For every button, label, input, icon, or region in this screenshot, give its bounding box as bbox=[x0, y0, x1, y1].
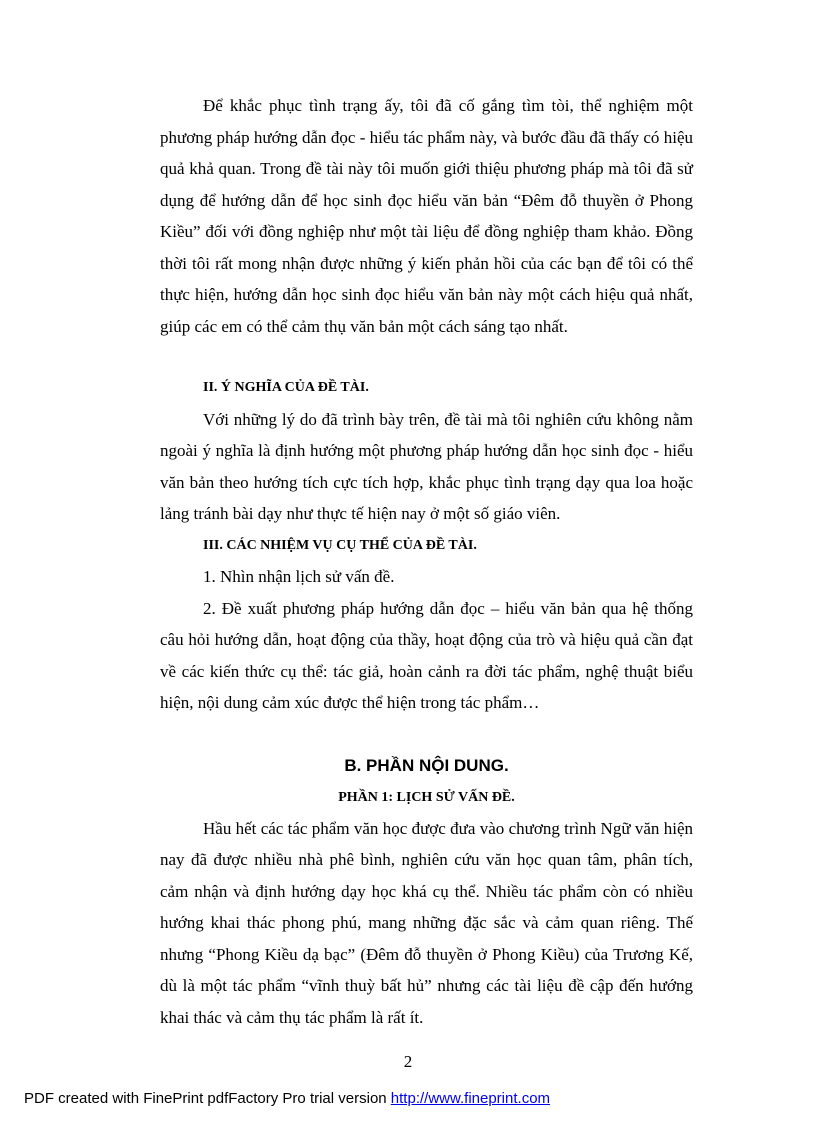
section-3-item-2: 2. Đề xuất phương pháp hướng dẫn đọc – hiểu văn bản qua hệ thống câu hỏi hướng dẫn, hoạt động của thầy, hoạt động của trò và hiệu quả cần đạt về các kiến thức cụ thể: tác giả, hoàn cảnh ra đời tác phẩm, nghệ thuật biểu hiện, nội dung cảm xúc được thể hiện trong tác phẩm… bbox=[160, 598, 693, 712]
section-2-paragraph: Với những lý do đã trình bày trên, đề tài mà tôi nghiên cứu không nằm ngoài ý nghĩa là định hướng một phương pháp hướng dẫn học sinh đọc - hiểu văn bản theo hướng tích cực tích hợp, khắc phục tình trạng dạy qua loa hoặc lảng tránh bài dạy như thực tế hiện nay ở một số giáo viên. bbox=[160, 409, 693, 523]
pdf-footer bbox=[24, 1090, 550, 1107]
section-2-heading: II. Ý NGHĨA CỦA ĐỀ TÀI. bbox=[203, 380, 369, 395]
intro-paragraph: Để khắc phục tình trạng ấy, tôi đã cố gắng tìm tòi, thể nghiệm một phương pháp hướng dẫn đọc - hiểu tác phẩm này, và bước đầu đã thấy có hiệu quả khả quan. Trong đề tài này tôi muốn giới thiệu phương pháp mà tôi đã sử dụng để hướng dẫn để học sinh đọc hiểu văn bản “Đêm đỗ thuyền ở Phong Kiều” đối với đồng nghiệp như một tài liệu để đồng nghiệp tham khảo. Đồng thời tôi rất mong nhận được những ý kiến phản hồi của các bạn để tôi có thể thực hiện, hướng dẫn học sinh đọc hiểu văn bản này một cách hiệu quả nhất, giúp các em có thể cảm thụ văn bản một cách sáng tạo nhất. bbox=[160, 96, 693, 336]
section-3-item-1: 1. Nhìn nhận lịch sử vấn đề. bbox=[203, 567, 395, 586]
page-content bbox=[160, 90, 693, 1033]
section-3-heading: III. CÁC NHIỆM VỤ CỤ THỂ CỦA ĐỀ TÀI. bbox=[203, 537, 477, 553]
part-1-paragraph: Hầu hết các tác phẩm văn học được đưa vào chương trình Ngữ văn hiện nay đã được nhiều nhà phê bình, nghiên cứu văn học quan tâm, phân tích, cảm nhận và định hướng dạy học khá cụ thể. Nhiều tác phẩm còn có nhiều hướng khai thác phong phú, mang những đặc sắc và cảm quan riêng. Thế nhưng “Phong Kiều dạ bạc” (Đêm đỗ thuyền ở Phong Kiều) của Trương Kế, dù là một tác phẩm “vĩnh thuỳ bất hủ” nhưng các tài liệu đề cập đến hướng khai thác và cảm thụ tác phẩm là rất ít. bbox=[160, 818, 693, 1027]
part-b-title: B. PHẦN NỘI DUNG. bbox=[344, 755, 509, 775]
part-1-subtitle: PHẦN 1: LỊCH SỬ VẤN ĐỀ. bbox=[338, 789, 515, 805]
footer-text: PDF created with FinePrint pdfFactory Pro trial version bbox=[24, 1090, 391, 1107]
page-number: 2 bbox=[403, 1052, 413, 1071]
footer-link[interactable]: http://www.fineprint.com bbox=[390, 1090, 551, 1107]
